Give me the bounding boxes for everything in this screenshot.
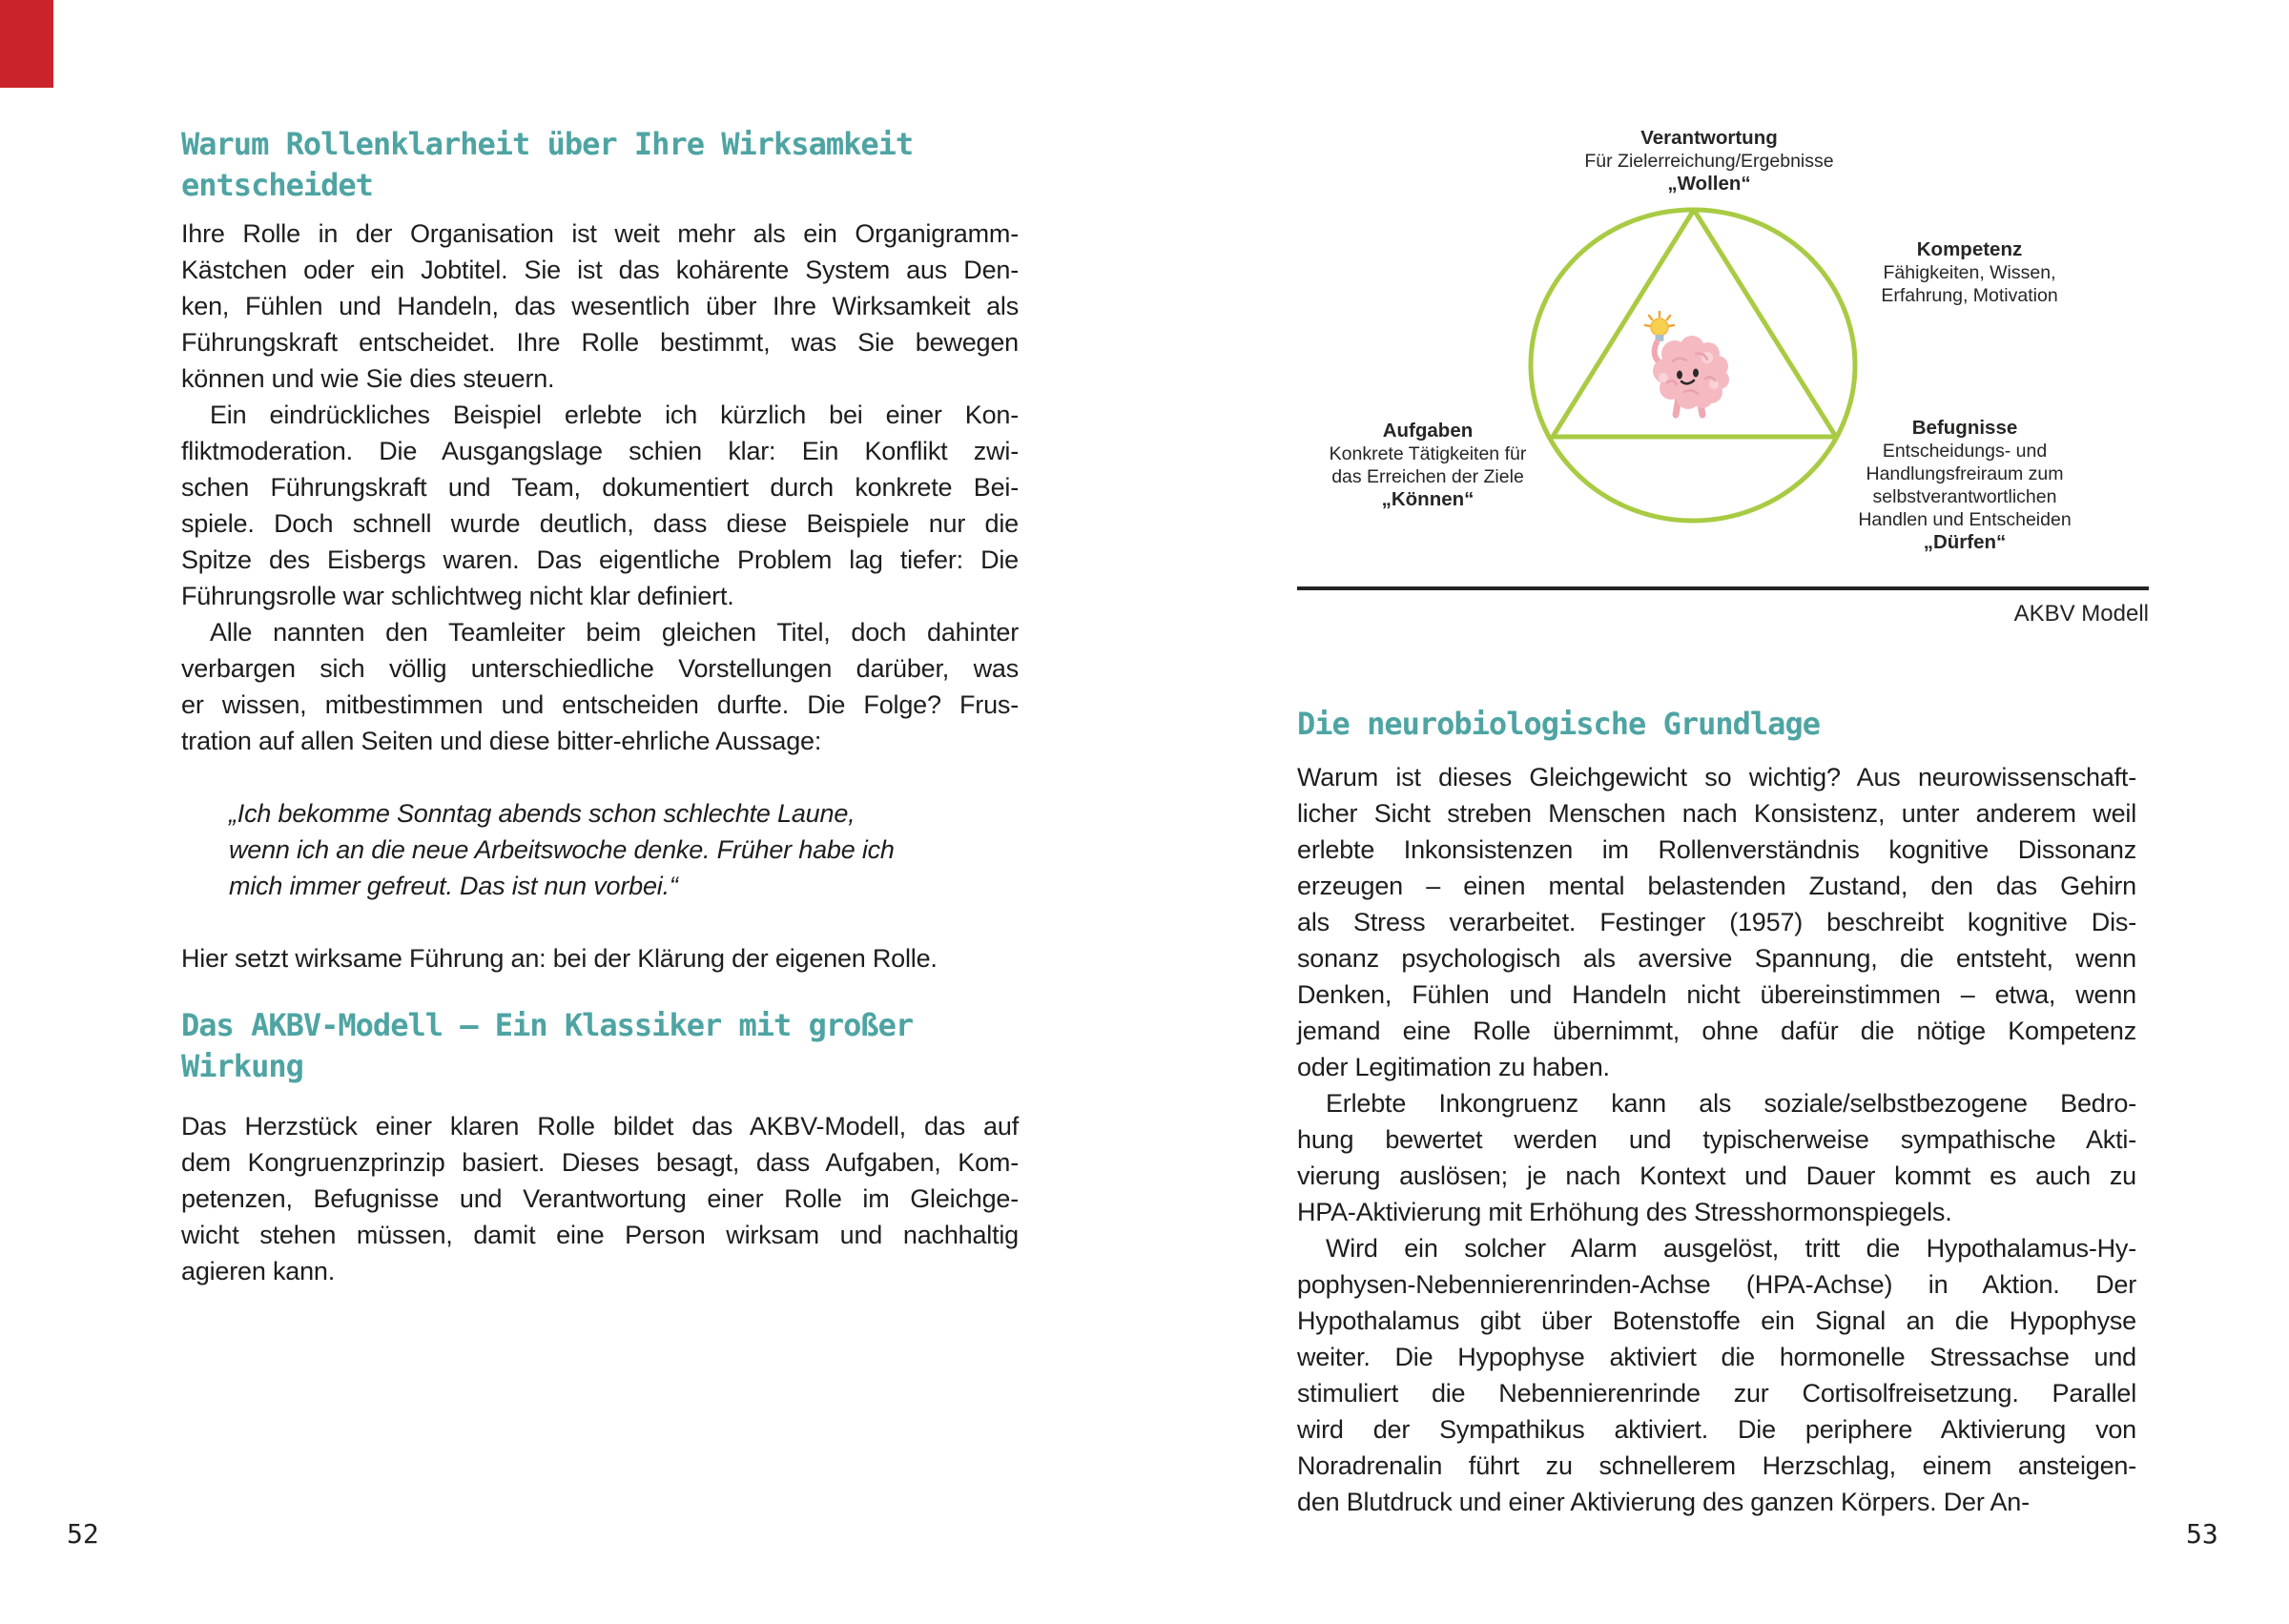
text-line: sonanz psychologisch als aversive Spannung, die entsteht, wenn	[1297, 944, 2136, 973]
text-line: Das AKBV-Modell – Ein Klassiker mit großer	[181, 1007, 914, 1043]
text-line: fliktmoderation. Die Ausgangslage schien klar: Ein Konflikt zwi-	[181, 437, 1019, 465]
text-line: schen Führungskraft und Team, dokumentiert durch konkrete Bei-	[181, 473, 1019, 502]
text-line: können und wie Sie dies steuern.	[181, 364, 555, 393]
text-line: HPA-Aktivierung mit Erhöhung des Stresshormonspiegels.	[1297, 1198, 1952, 1226]
text-line: Wird ein solcher Alarm ausgelöst, tritt die Hypothalamus-Hy-	[1326, 1234, 2136, 1263]
text-line: Warum ist dieses Gleichgewicht so wichtig? Aus neurowissenschaft-	[1297, 763, 2136, 791]
label-keyword: „Wollen“	[1667, 173, 1751, 195]
text-line: selbstverantwortlichen	[1872, 486, 2057, 507]
text-line: Fähigkeiten, Wissen,	[1883, 262, 2056, 283]
text-line: Alle nannten den Teamleiter beim gleichen Titel, doch dahinter	[210, 618, 1019, 647]
paragraph	[1297, 759, 2136, 1085]
text-line: entscheidet	[181, 167, 373, 203]
text-line: Ihre Rolle in der Organisation ist weit mehr als ein Organigramm-	[181, 219, 1019, 248]
text-line: Kästchen oder ein Jobtitel. Sie ist das kohärente System aus Den-	[181, 256, 1019, 284]
text-line: mich immer gefreut. Das ist nun vorbei.“	[229, 872, 678, 900]
text-line: Wirkung	[181, 1048, 303, 1084]
text-line: Erlebte Inkongruenz kann als soziale/selbstbezogene Bedro-	[1326, 1089, 2136, 1118]
text-line: „Ich bekomme Sonntag abends schon schlechte Laune,	[229, 799, 856, 828]
text-line: weiter. Die Hypophyse aktiviert die hormonelle Stressachse und	[1297, 1343, 2136, 1371]
text-line: ken, Fühlen und Handeln, das wesentlich über Ihre Wirksamkeit als	[181, 292, 1019, 320]
text-line: erzeugen – einen mental belastenden Zustand, den das Gehirn	[1297, 872, 2136, 900]
text-line: Handlungsfreiraum zum	[1866, 463, 2064, 484]
text-line: petenzen, Befugnisse und Verantwortung einer Rolle im Gleichge-	[181, 1184, 1019, 1213]
text-line: licher Sicht streben Menschen nach Konsistenz, unter anderem weil	[1297, 799, 2136, 828]
text-line: wicht stehen müssen, damit eine Person wirksam und nachhaltig	[181, 1221, 1019, 1249]
paragraph	[1297, 1085, 2136, 1230]
text-line: erlebte Inkonsistenzen im Rollenverständnis kognitive Dissonanz	[1297, 835, 2136, 864]
text-line: Hier setzt wirksame Führung an: bei der Klärung der eigenen Rolle.	[181, 944, 938, 973]
text-line: Spitze des Eisbergs waren. Das eigentliche Problem lag tiefer: Die	[181, 545, 1019, 574]
diagram-divider-rule	[1297, 586, 2149, 590]
scan-corner-mark	[0, 0, 53, 88]
text-line: stimuliert die Nebennierenrinde zur Cortisolfreisetzung. Parallel	[1297, 1379, 2136, 1408]
page-number-right: 53	[2186, 1518, 2218, 1550]
diagram-label-verantwortung	[1518, 127, 1900, 195]
text-line: wird der Sympathikus aktiviert. Die periphere Aktivierung von	[1297, 1415, 2136, 1444]
paragraph	[1297, 1230, 2136, 1520]
text-line: pophysen-Nebennierenrinden-Achse (HPA-Achse) in Aktion. Der	[1297, 1270, 2136, 1299]
label-keyword: „Können“	[1381, 488, 1474, 510]
text-line: Hypothalamus gibt über Botenstoffe ein Signal an die Hypophyse	[1297, 1306, 2136, 1335]
text-line: er wissen, mitbestimmen und entscheiden durfte. Die Folge? Frus-	[181, 690, 1019, 719]
text-line: dem Kongruenzprinzip basiert. Dieses besagt, dass Aufgaben, Kom-	[181, 1148, 1019, 1177]
text-line: den Blutdruck und einer Aktivierung des ganzen Körpers. Der An-	[1297, 1488, 2030, 1516]
label-keyword: „Dürfen“	[1923, 531, 2007, 553]
text-line: vierung auslösen; je nach Kontext und Dauer kommt es auch zu	[1297, 1161, 2136, 1190]
text-line: Warum Rollenklarheit über Ihre Wirksamkeit	[181, 126, 914, 162]
text-line: agieren kann.	[181, 1257, 336, 1285]
section-heading-rollenklarheit	[181, 124, 913, 206]
label-title: Aufgaben	[1382, 420, 1474, 442]
text-line: hung bewertet werden und typischerweise sympathische Akti-	[1297, 1125, 2136, 1154]
paragraph	[181, 397, 1019, 614]
diagram-caption: AKBV Modell	[2013, 601, 2149, 627]
text-line: Denken, Fühlen und Handeln nicht übereinstimmen – etwa, wenn	[1297, 980, 2136, 1009]
label-title: Befugnisse	[1911, 417, 2018, 439]
label-title: Verantwortung	[1640, 127, 1778, 149]
text-line: Ein eindrückliches Beispiel erlebte ich kürzlich bei einer Kon-	[210, 401, 1019, 429]
label-title: Kompetenz	[1916, 238, 2023, 260]
text-line: Das Herzstück einer klaren Rolle bildet das AKBV-Modell, das auf	[181, 1112, 1019, 1141]
text-line: das Erreichen der Ziele	[1331, 466, 1524, 487]
pull-quote	[229, 795, 897, 904]
paragraph	[181, 940, 1019, 976]
section-heading-neurobiologische-grundlage	[1297, 704, 1820, 745]
label-text: Für Zielerreichung/Ergebnisse	[1584, 151, 1834, 172]
text-line: verbargen sich völlig unterschiedliche Vorstellungen darüber, was	[181, 654, 1019, 683]
section-heading-akbv-modell	[181, 1005, 913, 1087]
text-line: Handlen und Entscheiden	[1858, 509, 2072, 530]
text-line: wenn ich an die neue Arbeitswoche denke. Früher habe ich	[229, 835, 895, 864]
text-line: jemand eine Rolle übernimmt, ohne dafür die nötige Kompetenz	[1297, 1017, 2136, 1045]
text-line: spiele. Doch schnell wurde deutlich, dass diese Beispiele nur die	[181, 509, 1019, 538]
brain-with-lightbulb-icon	[1645, 312, 1729, 415]
text-line: oder Legitimation zu haben.	[1297, 1053, 1610, 1081]
text-line: Konkrete Tätigkeiten für	[1329, 443, 1527, 464]
text-line: Noradrenalin führt zu schnellerem Herzschlag, einem ansteigen-	[1297, 1451, 2136, 1480]
page-number-left: 52	[67, 1518, 99, 1550]
paragraph	[181, 216, 1019, 397]
paragraph	[181, 614, 1019, 759]
text-line: Die neurobiologische Grundlage	[1297, 706, 1820, 742]
text-line: Erfahrung, Motivation	[1881, 285, 2058, 306]
paragraph	[181, 1108, 1019, 1289]
text-line: als Stress verarbeitet. Festinger (1957) beschreibt kognitive Dis-	[1297, 908, 2136, 936]
text-line: Führungsrolle war schlichtweg nicht klar definiert.	[181, 582, 734, 610]
text-line: tration auf allen Seiten und diese bitter-ehrliche Aussage:	[181, 727, 822, 755]
akbv-circle-triangle-graphic	[1515, 187, 1877, 542]
text-line: Führungskraft entscheidet. Ihre Rolle bestimmt, was Sie bewegen	[181, 328, 1019, 357]
text-line: Entscheidungs- und	[1882, 441, 2048, 462]
